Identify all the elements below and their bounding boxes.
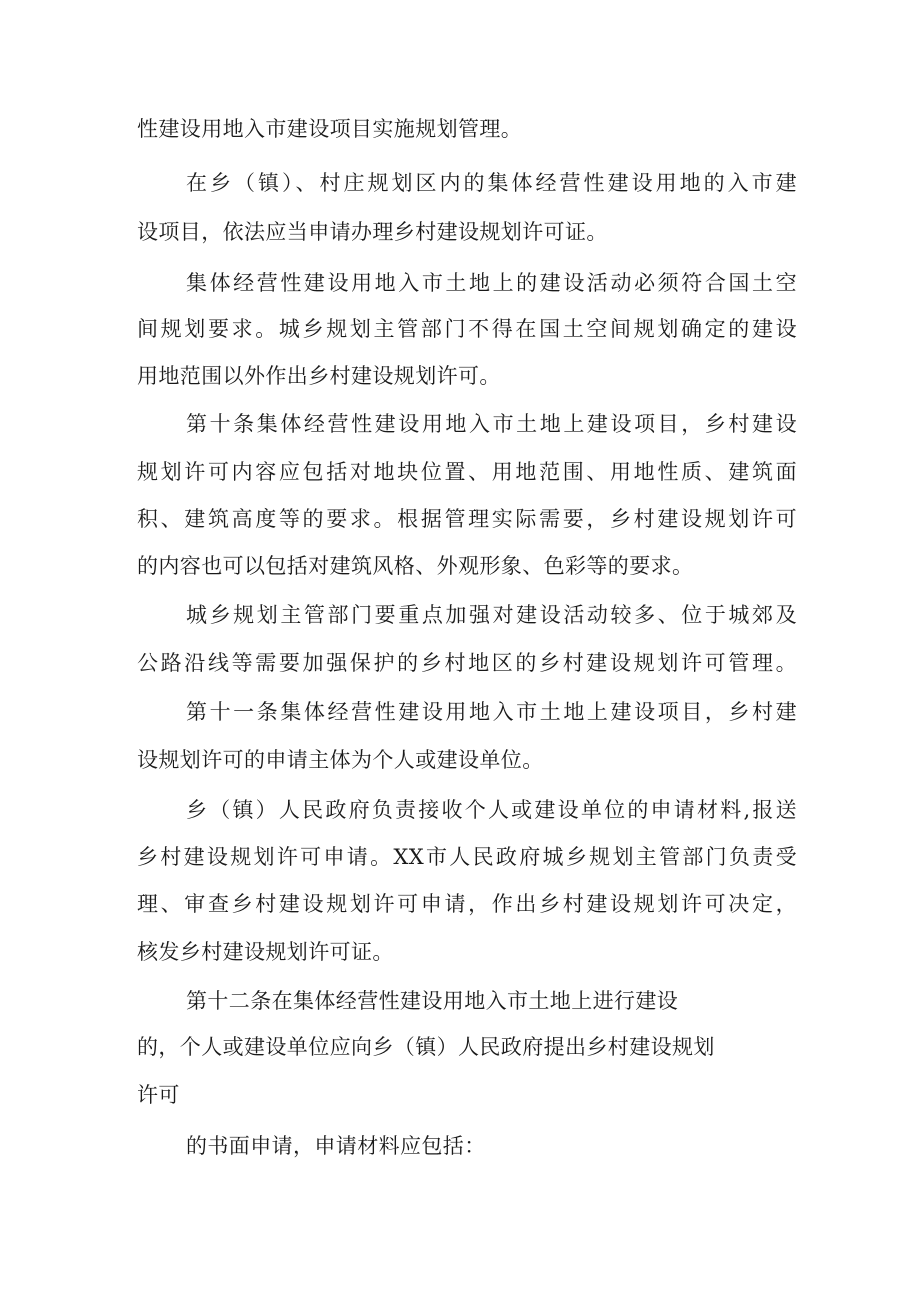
text-line-6: 用地范围以外作出乡村建设规划许可。 — [137, 364, 501, 388]
text-line-22: 的书面申请，申请材料应包括： — [186, 1134, 486, 1158]
text-line-7: 第十条集体经营性建设用地入市土地上建设项目，乡村建设 — [186, 412, 797, 436]
text-line-14: 设规划许可的申请主体为个人或建设单位。 — [137, 748, 544, 772]
text-line-16: 乡村建设规划许可申请。XX市人民政府城乡规划主管部门负责受 — [137, 845, 797, 869]
text-line-11: 城乡规划主管部门要重点加强对建设活动较多、位于城郊及 — [186, 603, 797, 627]
text-line-20: 的，个人或建设单位应向乡（镇）人民政府提出乡村建设规划 — [137, 1035, 715, 1059]
text-line-4: 集体经营性建设用地入市土地上的建设活动必须符合国土空 — [186, 271, 797, 295]
text-line-21: 许可 — [137, 1083, 180, 1107]
text-line-3: 设项目，依法应当申请办理乡村建设规划许可证。 — [137, 220, 608, 244]
text-line-1: 性建设用地入市建设项目实施规划管理。 — [137, 117, 523, 141]
text-line-12: 公路沿线等需要加强保护的乡村地区的乡村建设规划许可管理。 — [137, 651, 797, 675]
text-line-17: 理、审查乡村建设规划许可申请，作出乡村建设规划许可决定， — [137, 892, 797, 916]
text-line-15: 乡（镇）人民政府负责接收个人或建设单位的申请材料,报送 — [186, 798, 797, 822]
text-line-18: 核发乡村建设规划许可证。 — [137, 940, 394, 964]
text-line-5: 间规划要求。城乡规划主管部门不得在国土空间规划确定的建设 — [137, 317, 797, 341]
text-line-8: 规划许可内容应包括对地块位置、用地范围、用地性质、建筑面 — [137, 460, 797, 484]
text-line-13: 第十一条集体经营性建设用地入市土地上建设项目，乡村建 — [186, 700, 797, 724]
text-line-19: 第十二条在集体经营性建设用地入市土地上进行建设 — [186, 989, 679, 1013]
text-line-2: 在乡（镇）、村庄规划区内的集体经营性建设用地的入市建 — [186, 171, 797, 195]
text-line-9: 积、建筑高度等的要求。根据管理实际需要，乡村建设规划许可 — [137, 507, 797, 531]
text-line-10: 的内容也可以包括对建筑风格、外观形象、色彩等的要求。 — [137, 554, 694, 578]
